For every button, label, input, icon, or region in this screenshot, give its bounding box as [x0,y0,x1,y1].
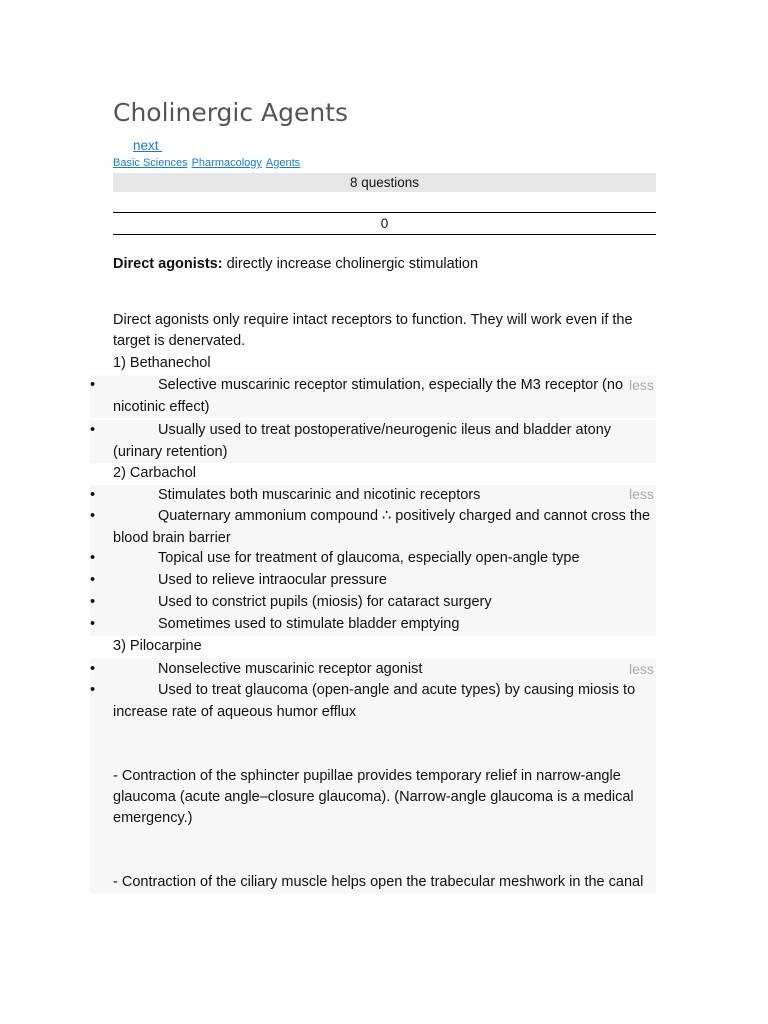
list-item-text: Used to treat glaucoma (open-angle and acute types) by causing miosis to increase rate of aqueous humor efflux [113,682,636,720]
bullet-icon: • [90,377,96,393]
list-item-text: Sometimes used to stimulate bladder emptying [158,616,460,632]
bullet-icon: • [90,487,96,503]
score-display: 0 [113,212,656,235]
bullet-icon: • [90,550,96,566]
heading-definition: directly increase cholinergic stimulation [222,256,479,272]
list-item-text: Nonselective muscarinic receptor agonist [158,661,423,677]
breadcrumb-basic-sciences[interactable]: Basic Sciences [113,157,188,169]
less-toggle[interactable]: less [629,377,654,393]
note-line: - Contraction of the ciliary muscle helps open the trabecular meshwork in the canal [113,874,644,890]
bullet-icon: • [90,616,96,632]
breadcrumb-pharmacology[interactable]: Pharmacology [191,157,262,169]
breadcrumb [113,157,304,169]
question-count: 8 questions [113,173,656,192]
list-item-text: Quaternary ammonium compound ∴ positively charged and cannot cross the blood brain barrier [113,508,651,546]
list-item-text: Used to relieve intraocular pressure [158,572,387,588]
list-item-text: Usually used to treat postoperative/neurogenic ileus and bladder atony (urinary retention) [113,422,612,460]
bullet-icon: • [90,682,96,698]
less-toggle[interactable]: less [629,661,654,677]
intro-paragraph-line-1: Direct agonists only require intact receptors to function. They will work even if the [113,312,633,328]
page-title: Cholinergic Agents [113,98,349,127]
breadcrumb-agents[interactable]: Agents [265,157,301,169]
heading-term: Direct agonists: [113,256,223,272]
bullet-icon: • [90,422,96,438]
direct-agonists-heading [113,254,478,276]
drug-heading-carbachol: 2) Carbachol [113,465,197,481]
list-item-text: Stimulates both muscarinic and nicotinic receptors [158,487,481,503]
drug-heading-bethanechol: 1) Bethanechol [113,355,211,371]
less-toggle[interactable]: less [629,486,654,502]
bullet-icon: • [90,508,96,524]
next-link[interactable]: next [133,138,163,153]
note-line: - Contraction of the sphincter pupillae provides temporary relief in narrow-angle [113,768,621,784]
note-line: emergency.) [113,810,193,826]
list-item-text: Selective muscarinic receptor stimulation, especially the M3 receptor (no nicotinic effect) [113,377,624,415]
bullet-icon: • [90,661,96,677]
list-item-text: Topical use for treatment of glaucoma, especially open-angle type [158,550,580,566]
bullet-icon: • [90,572,96,588]
drug-heading-pilocarpine: 3) Pilocarpine [113,638,202,654]
intro-paragraph-line-2: target is denervated. [113,333,246,349]
bullet-icon: • [90,594,96,610]
note-line: glaucoma (acute angle–closure glaucoma). (Narrow-angle glaucoma is a medical [113,789,634,805]
list-item-text: Used to constrict pupils (miosis) for cataract surgery [158,594,492,610]
